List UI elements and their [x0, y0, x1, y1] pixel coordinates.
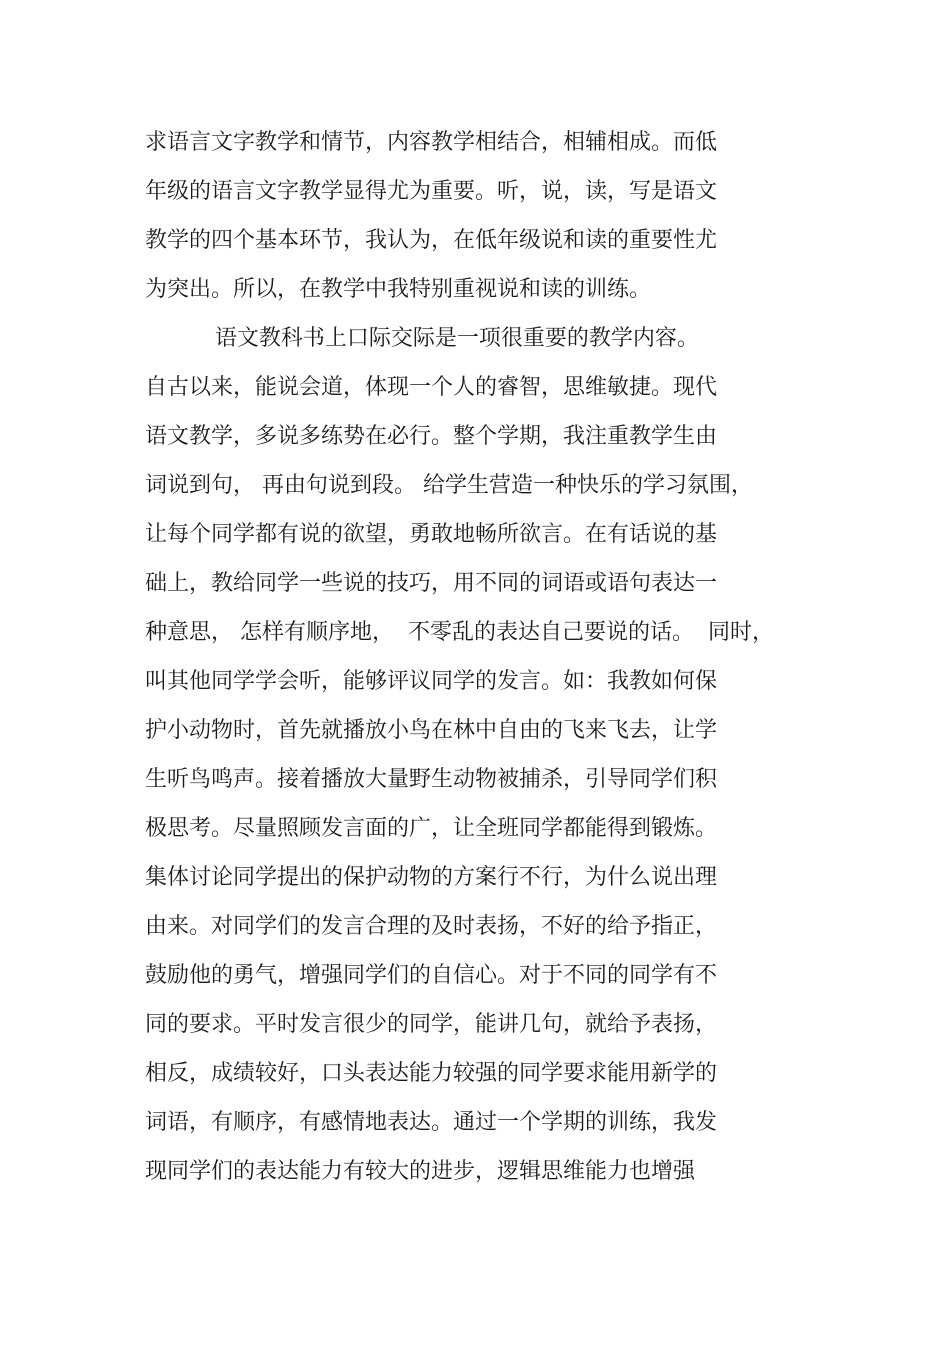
- text-line: 集体讨论同学提出的保护动物的方案行不行，为什么说出理: [145, 865, 718, 890]
- text-line: 自古以来，能说会道，体现一个人的睿智，思维敏捷。现代: [145, 375, 718, 400]
- text-line: 求语言文字教学和情节，内容教学相结合，相辅相成。而低: [145, 130, 718, 155]
- text-line: 词说到句， 再由句说到段。 给学生营造一种快乐的学习氛围，: [145, 473, 753, 498]
- text-line: 同的要求。平时发言很少的同学，能讲几句，就给予表扬，: [145, 1012, 718, 1037]
- text-line: 词语，有顺序，有感情地表达。通过一个学期的训练，我发: [145, 1110, 718, 1135]
- text-line: 现同学们的表达能力有较大的进步，逻辑思维能力也增强: [145, 1159, 696, 1184]
- body-text: [145, 118, 845, 1196]
- text-line: 鼓励他的勇气，增强同学们的自信心。对于不同的同学有不: [145, 963, 718, 988]
- text-line: 年级的语言文字教学显得尤为重要。听，说，读，写是语文: [145, 179, 718, 204]
- text-line: 种意思， 怎样有顺序地， 不零乱的表达自己要说的话。 同时，: [145, 620, 774, 645]
- text-line: 础上，教给同学一些说的技巧，用不同的词语或语句表达一: [145, 571, 718, 596]
- text-line: 让每个同学都有说的欲望，勇敢地畅所欲言。在有话说的基: [145, 522, 718, 547]
- text-line: 语文教科书上口际交际是一项很重要的教学内容。: [145, 326, 699, 351]
- text-line: 为突出。所以，在教学中我特别重视说和读的训练。: [145, 277, 652, 302]
- text-line: 叫其他同学学会听，能够评议同学的发言。如：我教如何保: [145, 669, 718, 694]
- text-line: 语文教学，多说多练势在必行。整个学期，我注重教学生由: [145, 424, 718, 449]
- text-line: 教学的四个基本环节，我认为，在低年级说和读的重要性尤: [145, 228, 718, 253]
- text-line: 由来。对同学们的发言合理的及时表扬，不好的给予指正，: [145, 914, 718, 939]
- text-line: 相反，成绩较好，口头表达能力较强的同学要求能用新学的: [145, 1061, 718, 1086]
- text-line: 生听鸟鸣声。接着播放大量野生动物被捕杀，引导同学们积: [145, 767, 718, 792]
- text-line: 护小动物时，首先就播放小鸟在林中自由的飞来飞去，让学: [145, 718, 718, 743]
- text-line: 极思考。尽量照顾发言面的广，让全班同学都能得到锻炼。: [145, 816, 718, 841]
